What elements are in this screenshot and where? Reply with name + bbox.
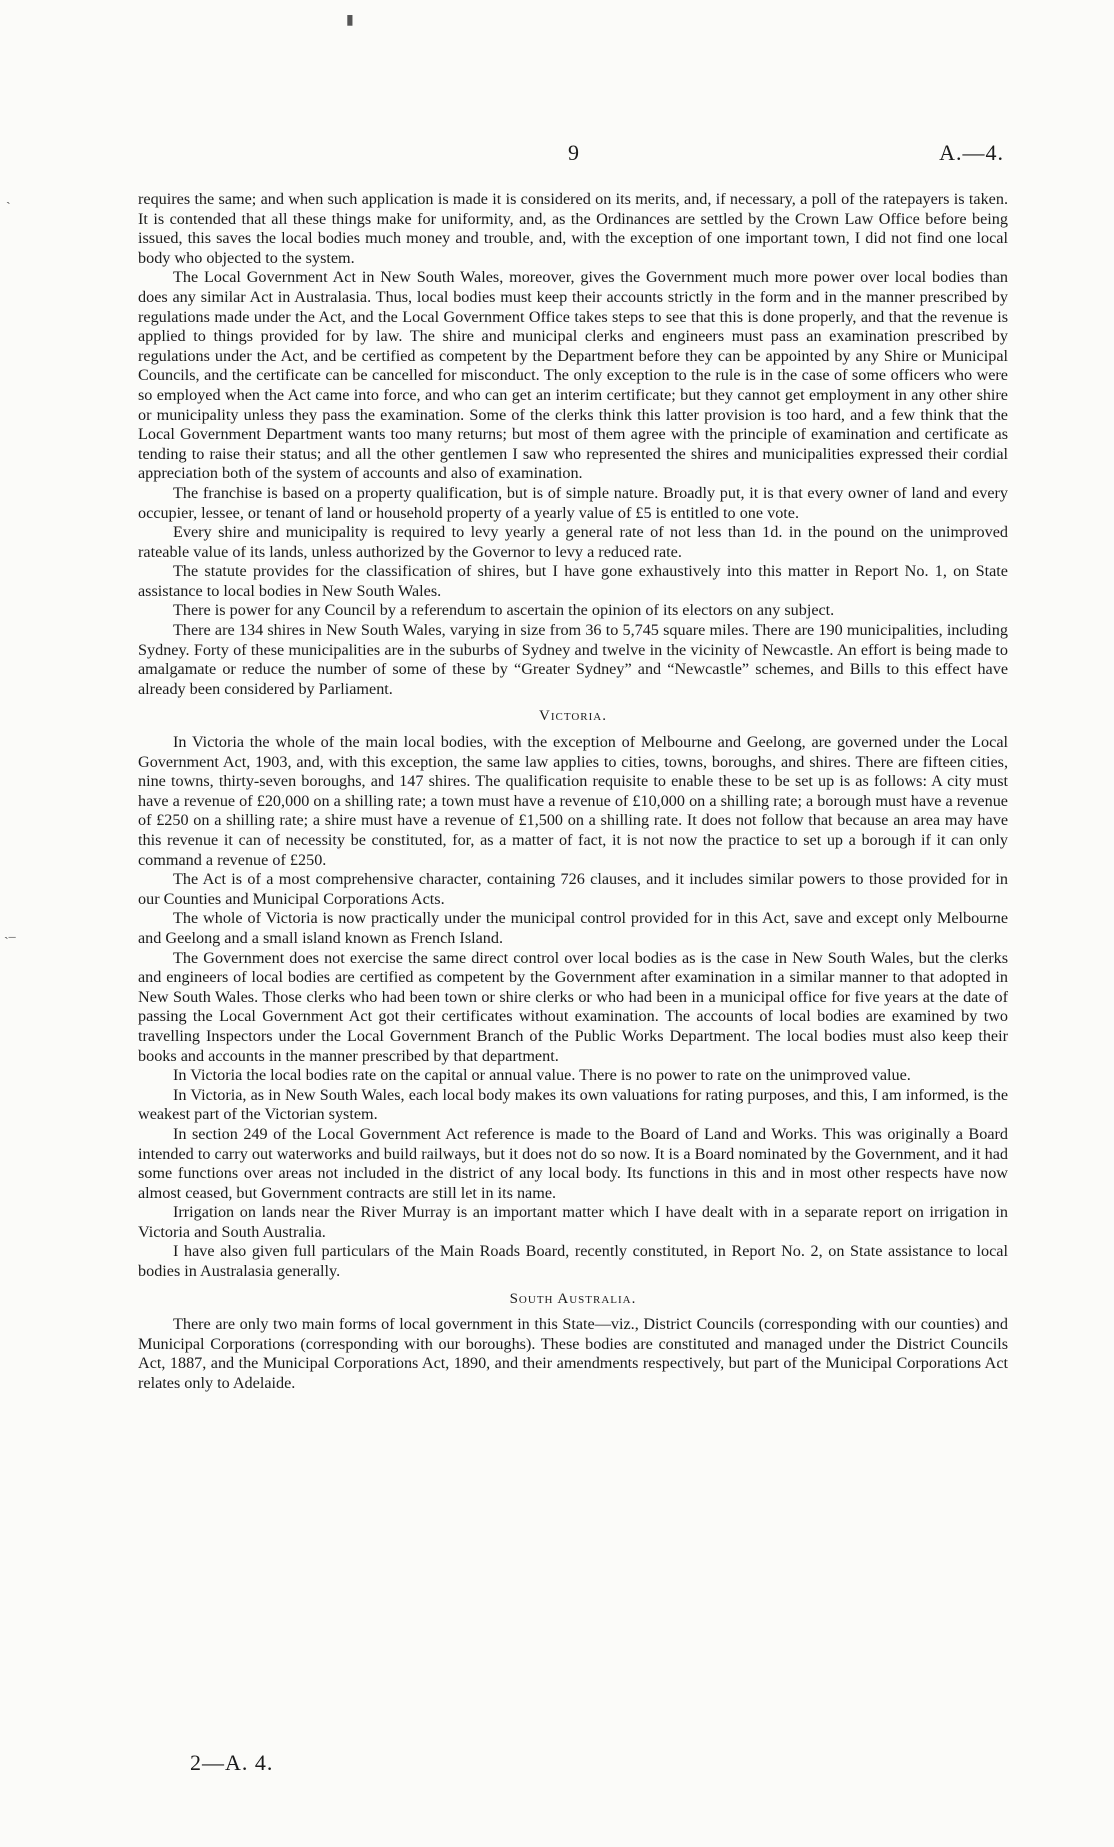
scan-mark-left-2: ˎ_: [4, 925, 16, 940]
paragraph: In Victoria, as in New South Wales, each local body makes its own valuations for rating purposes, and this, I am informed, is the weakest part of the Victorian system.: [138, 1085, 1008, 1124]
paragraph: The franchise is based on a property qualification, but is of simple nature. Broadly put, it is that every owner of land and every occupier, lessee, or tenant of land or household property of a yearly value of £5 is entitled to one vote.: [138, 483, 1008, 522]
document-reference: A.—4.: [939, 140, 1004, 165]
paragraph: There is power for any Council by a referendum to ascertain the opinion of its electors on any subject.: [173, 601, 835, 620]
printer-signature-mark: 2—A. 4.: [190, 1750, 274, 1775]
paragraph: Every shire and municipality is required to levy yearly a general rate of not less than 1d. in the pound on the unimproved rateable value of its lands, unless authorized by the Governor to levy a reduced rate.: [138, 523, 1008, 561]
paragraph: In Victoria the local bodies rate on the capital or annual value. There is no power to rate on the unimproved value.: [173, 1066, 911, 1085]
page-number: 9: [568, 140, 579, 165]
paragraph: There are only two main forms of local government in this State—viz., District Councils (corresponding with our counties) and Municipal Corporations (corresponding with our boroughs). These bodies are constituted and managed under the District Councils Act, 1887, and the Municipal Corporations Act, 1890, and their amendments respectively, but part of the Municipal Corporations Act relates only to Adelaide.: [138, 1315, 1008, 1393]
scan-mark-top: ▮: [346, 13, 354, 28]
body-text: [138, 190, 1008, 1394]
paragraph: The statute provides for the classification of shires, but I have gone exhaustively into this matter in Report No. 1, on State assistance to local bodies in New South Wales.: [138, 562, 1008, 600]
paragraph: In section 249 of the Local Government Act reference is made to the Board of Land and Works. This was originally a Board intended to carry out waterworks and build railways, but it does not do so now. It is a Board nominated by the Government, and it had some functions over areas not included in the district of any local body. Its functions in this and in most other respects have now almost ceased, but Government contracts are still let in its name.: [138, 1124, 1008, 1202]
paragraph: The Local Government Act in New South Wales, moreover, gives the Government much more power over local bodies than does any similar Act in Australasia. Thus, local bodies must keep their accounts strictly in the form and in the manner prescribed by regulations made under the Act, and the Local Government Office takes steps to see that this is done properly, and that the revenue is applied to things provided for by law. The shire and municipal clerks and engineers must pass an examination prescribed by regulations under the Act, and be certified as competent by the Department before they can be appointed by any Shire or Municipal Councils, and the certificate can be cancelled for misconduct. The only exception to the rule is in the case of some officers who were so employed when the Act came into force, and who can get an interim certificate; but they cannot get employment in any other shire or municipality unless they pass the examination. Some of the clerks think this latter provision is too hard, and a few think that the Local Government Department wants too many returns; but most of them agree with the principle of examination and certificate as tending to raise their status; and all the other gentlemen I saw who represented the shires and municipalities expressed their cordial appreciation both of the system of accounts and also of examination.: [138, 268, 1008, 483]
paragraph: The whole of Victoria is now practically under the municipal control provided for in this Act, save and except only Melbourne and Geelong and a small island known as French Island.: [138, 909, 1008, 947]
scan-mark-left-1: ˎ: [6, 190, 11, 205]
paragraph: Irrigation on lands near the River Murray is an important matter which I have dealt with in a separate report on irrigation in Victoria and South Australia.: [138, 1203, 1008, 1241]
paragraph: In Victoria the whole of the main local bodies, with the exception of Melbourne and Geelong, are governed under the Local Government Act, 1903, and, with this exception, the same law applies to cities, towns, boroughs, and shires. There are fifteen cities, nine towns, thirty-seven boroughs, and 147 shires. The qualification requisite to enable these to be set up is as follows: A city must have a revenue of £20,000 on a shilling rate; a town must have a revenue of £10,000 on a shilling rate; a borough must have a revenue of £250 on a shilling rate; a shire must have a revenue of £1,500 on a shilling rate. It does not follow that because an area may have this revenue it can of necessity be constituted, for, as a matter of fact, it is not now the practice to set up a borough if it can only command a revenue of £250.: [138, 733, 1008, 869]
paragraph: I have also given full particulars of the Main Roads Board, recently constituted, in Report No. 2, on State assistance to local bodies in Australasia generally.: [138, 1242, 1008, 1281]
paragraph: The Act is of a most comprehensive character, containing 726 clauses, and it includes similar powers to those provided for in our Counties and Municipal Corporations Acts.: [138, 870, 1008, 908]
paragraph: requires the same; and when such application is made it is considered on its merits, and, if necessary, a poll of the ratepayers is taken. It is contended that all these things make for uniformity, and, as the Ordinances are settled by the Crown Law Office before being issued, this saves the local bodies much money and trouble, and, with the exception of one important town, I did not find one local body who objected to the system.: [138, 190, 1008, 267]
paragraph: The Government does not exercise the same direct control over local bodies as is the case in New South Wales, but the clerks and engineers of local bodies are certified as competent by the Government after examination in a similar manner to that adopted in New South Wales. Those clerks who had been town or shire clerks or who had been in a municipal office for five years at the date of passing the Local Government Act got their certificates without examination. The accounts of local bodies are examined by two travelling Inspectors under the Local Government Branch of the Public Works Department. The local bodies must also keep their books and accounts in the manner prescribed by that department.: [138, 948, 1008, 1065]
section-heading-victoria: Victoria.: [539, 708, 607, 725]
paragraph: There are 134 shires in New South Wales, varying in size from 36 to 5,745 square miles. There are 190 municipalities, including Sydney. Forty of these municipalities are in the suburbs of Sydney and twelve in the vicinity of Newcastle. An effort is being made to amalgamate or reduce the number of some of these by “Greater Sydney” and “Newcastle” schemes, and Bills to this effect have already been considered by Parliament.: [138, 621, 1008, 698]
page-header: [0, 140, 1114, 170]
section-heading-south-australia: South Australia.: [509, 1290, 637, 1307]
